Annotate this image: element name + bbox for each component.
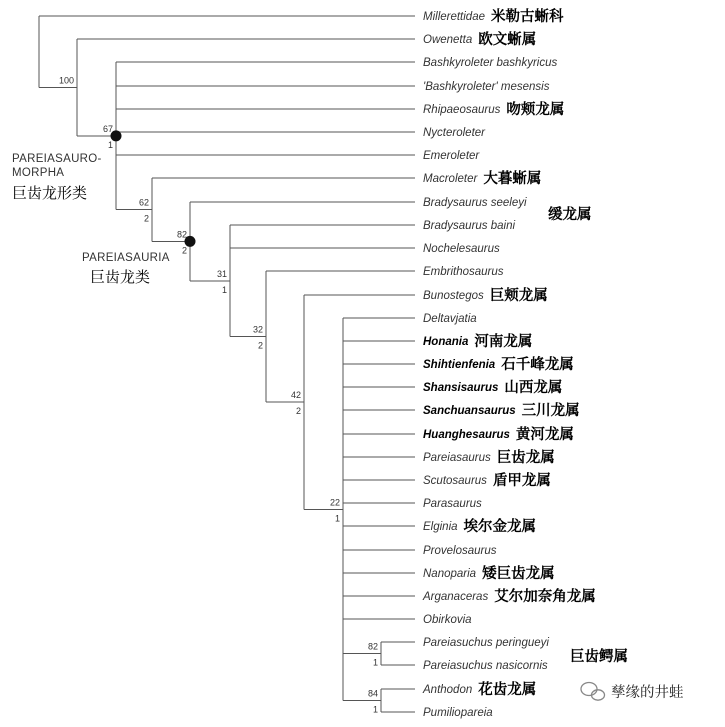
taxon-provelosaurus: Provelosaurus (423, 545, 497, 557)
clade-pareiasauromorpha-line2: MORPHA (12, 167, 65, 179)
taxon-zh-huanghesaurus: 黄河龙属 (515, 427, 574, 443)
taxon-zh-owenetta: 欧文蜥属 (478, 32, 537, 48)
taxon-zh-shansisaurus: 山西龙属 (504, 380, 563, 396)
support-n67-bottom: 1 (107, 139, 113, 150)
support-n42-bottom: 2 (295, 406, 301, 417)
taxon-obirkovia: Obirkovia (423, 614, 472, 626)
support-n82-bottom: 2 (181, 245, 187, 256)
taxon-rhipaeosaurus: Rhipaeosaurus (423, 104, 501, 116)
taxon-pareiasuchus-nasicornis: Pareiasuchus nasicornis (423, 660, 548, 672)
support-values (59, 75, 378, 714)
taxon-macroleter: Macroleter (423, 173, 478, 185)
taxon-bunostegos: Bunostegos (423, 290, 484, 302)
support-n100-top: 100 (58, 75, 74, 86)
taxon-anthodon: Anthodon (423, 684, 473, 696)
taxon-zh-honania: 河南龙属 (474, 334, 533, 350)
clade-pareiasauria-line1: PAREIASAURIA (82, 252, 170, 264)
taxon-owenetta: Owenetta (423, 34, 473, 46)
group-label-pareiasuchus: 巨齿鳄属 (570, 649, 628, 665)
support-n31-bottom: 1 (221, 284, 227, 295)
taxon-labels (422, 7, 596, 719)
wechat-icon (581, 683, 605, 701)
taxon-bradysaurus-seeleyi: Bradysaurus seeleyi (423, 197, 527, 209)
taxon-shansisaurus: Shansisaurus (423, 382, 499, 394)
taxon-deltavjatia: Deltavjatia (423, 313, 477, 325)
watermark (581, 683, 684, 702)
clade-pareiasauromorpha-line1: PAREIASAURO- (12, 153, 102, 165)
taxon-zh-scutosaurus: 盾甲龙属 (492, 473, 551, 489)
support-n62-top: 62 (138, 197, 149, 208)
support-n82b-top: 82 (367, 641, 378, 652)
taxon-shihtienfenia: Shihtienfenia (423, 359, 496, 371)
taxon-huanghesaurus: Huanghesaurus (423, 429, 510, 441)
taxon-millerettidae: Millerettidae (423, 11, 485, 23)
support-n84-bottom: 1 (372, 704, 378, 715)
taxon-nycteroleter: Nycteroleter (423, 127, 485, 139)
taxon-bradysaurus-baini: Bradysaurus baini (423, 220, 516, 232)
support-n82-top: 82 (176, 229, 187, 240)
taxon-arganaceras: Arganaceras (423, 591, 489, 603)
taxon-zh-millerettidae: 米勒古蜥科 (491, 9, 564, 25)
taxon-zh-anthodon: 花齿龙属 (478, 682, 537, 698)
taxon-zh-arganaceras: 艾尔加奈角龙属 (494, 589, 596, 605)
taxon-zh-sanchuansaurus: 三川龙属 (521, 403, 580, 419)
clade-label-pareiasauria (82, 252, 170, 286)
taxon-zh-macroleter: 大暮蜥属 (483, 171, 542, 187)
taxon-zh-shihtienfenia: 石千峰龙属 (501, 357, 574, 373)
taxon-zh-elginia: 埃尔金龙属 (463, 519, 537, 535)
clade-pareiasauromorpha-zh: 巨齿龙形类 (12, 184, 88, 202)
clade-label-pareiasauromorpha (12, 153, 102, 202)
group-label-bradysaurus: 缓龙属 (548, 207, 592, 223)
taxon-honania: Honania (423, 336, 469, 348)
taxon-sanchuansaurus: Sanchuansaurus (423, 405, 516, 417)
support-n62-bottom: 2 (143, 213, 149, 224)
support-n84-top: 84 (367, 688, 378, 699)
support-n42-top: 42 (290, 390, 301, 401)
taxon-pareiasuchus-peringueyi: Pareiasuchus peringueyi (423, 637, 549, 649)
taxon-bashkyroleter-bashkyricus: Bashkyroleter bashkyricus (423, 57, 558, 69)
tree-branches (39, 16, 415, 712)
taxon-embrithosaurus: Embrithosaurus (423, 266, 504, 278)
watermark-text: 孳缘的井蛙 (611, 685, 684, 701)
taxon-pumiliopareia: Pumiliopareia (423, 707, 493, 719)
taxon-zh-pareiasaurus: 巨齿龙属 (496, 450, 555, 466)
clade-pareiasauria-zh: 巨齿龙类 (90, 268, 151, 286)
taxon-emeroleter: Emeroleter (423, 150, 480, 162)
taxon-pareiasaurus: Pareiasaurus (423, 452, 491, 464)
support-n22-bottom: 1 (334, 513, 340, 524)
taxon-nanoparia: Nanoparia (423, 568, 477, 580)
taxon-elginia: Elginia (423, 521, 458, 533)
taxon-bashkyroleter-mesensis: 'Bashkyroleter' mesensis (423, 81, 550, 93)
support-n82b-bottom: 1 (372, 657, 378, 668)
taxon-zh-bunostegos: 巨颊龙属 (489, 288, 548, 304)
support-n22-top: 22 (329, 497, 340, 508)
taxon-nochelesaurus: Nochelesaurus (423, 243, 500, 255)
taxon-parasaurus: Parasaurus (423, 498, 482, 510)
taxon-scutosaurus: Scutosaurus (423, 475, 487, 487)
support-n32-bottom: 2 (257, 340, 263, 351)
support-n32-top: 32 (252, 324, 263, 335)
support-n31-top: 31 (216, 268, 227, 279)
taxon-zh-nanoparia: 矮巨齿龙属 (482, 566, 555, 582)
support-n67-top: 67 (102, 123, 113, 134)
taxon-zh-rhipaeosaurus: 吻颊龙属 (506, 102, 565, 118)
